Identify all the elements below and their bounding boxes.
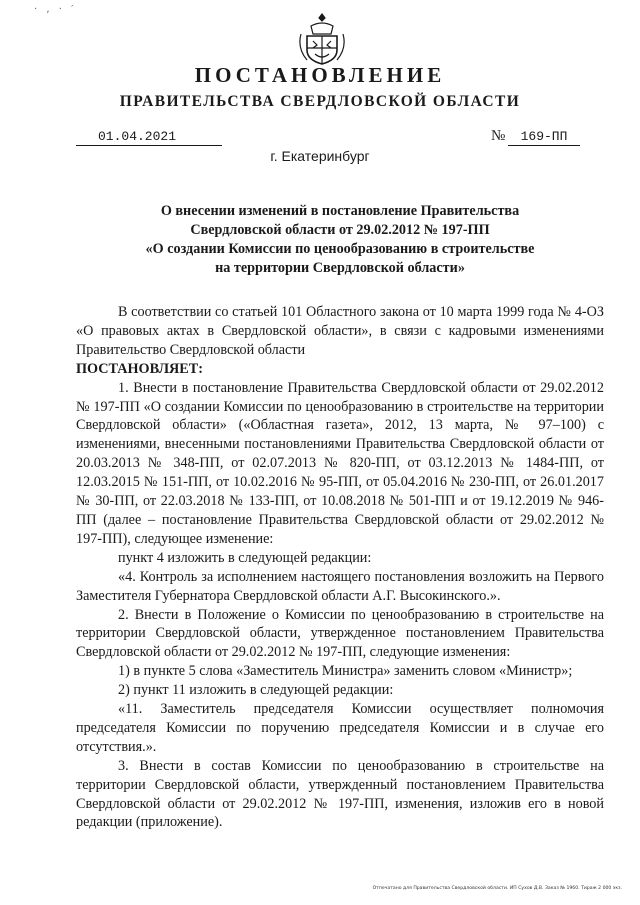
item-2-subparagraph-2: 2) пункт 11 изложить в следующей редакции:: [118, 682, 394, 699]
document-heading: [76, 202, 604, 278]
document-subtitle: ПРАВИТЕЛЬСТВА СВЕРДЛОВСКОЙ ОБЛАСТИ: [119, 93, 521, 110]
heading-line: на территории Свердловской области»: [215, 260, 465, 276]
item-2-quote: «11. Заместитель председателя Комиссии осуществляет полномочия председателя Комиссии по поручению председателя Комиссии и в случае его отсутствия.».: [76, 701, 604, 755]
intro-paragraph: В соответствии со статьей 101 Областного закона от 10 марта 1999 года № 4-ОЗ «О правовых актах в Свердловской области», в связи с кадровыми изменениями Правительство Свердловской области: [76, 304, 604, 358]
item-1-subparagraph: пункт 4 изложить в следующей редакции:: [118, 549, 372, 566]
document-city: г. Екатеринбург: [270, 148, 370, 164]
item-3-paragraph: 3. Внести в состав Комиссии по ценообразованию в строительстве на территории Свердловской области, утвержденный постановлением Правительства Свердловской области от 29.02.2012 № 197-ПП, изменения, изложив его в новой редакции (приложение).: [76, 757, 604, 831]
scan-specks: · , · ′: [34, 4, 77, 15]
number-sign: №: [491, 128, 506, 144]
document-title: ПОСТАНОВЛЕНИЕ: [194, 63, 446, 87]
item-2-subparagraph-1: 1) в пункте 5 слова «Заместитель Министра» заменить словом «Министр»;: [118, 663, 573, 680]
print-note: Отпечатано для Правительства Свердловской области. ИП Сухов Д.В. Заказ № 1960. Тираж 2 000 экз.: [372, 886, 622, 891]
heading-line: О внесении изменений в постановление Правительства: [160, 203, 520, 219]
item-2-paragraph: 2. Внести в Положение о Комиссии по ценообразованию в строительстве на территории Свердловской области, утвержденное постановлением Правительства Свердловской области от 29.02.2012 № 197-ПП, следующие изменения:: [76, 606, 604, 661]
document-body: [76, 303, 604, 832]
item-1-quote: «4. Контроль за исполнением настоящего постановления возложить на Первого Заместителя Губернатора Свердловской области А.Г. Высокинского.».: [76, 568, 604, 604]
coat-of-arms-icon: [297, 12, 347, 68]
resolves-label: ПОСТАНОВЛЯЕТ:: [76, 360, 203, 377]
heading-line: Свердловской области от 29.02.2012 № 197-ПП: [190, 222, 490, 238]
item-1-paragraph: 1. Внести в постановление Правительства Свердловской области от 29.02.2012 № 197-ПП «О создании Комиссии по ценообразованию в строительстве на территории Свердловской области» («Областная газета», 2012, 13 марта, № 97–100) с изменениями, внесенными постановлениями Правительства Свердловской области от 20.03.2013 № 348-ПП, от 02.07.2013 № 820-ПП, от 03.12.2013 № 1484-ПП, от 12.03.2015 № 151-ПП, от 10.02.2016 № 95-ПП, от 05.04.2016 № 230-ПП, от 26.01.2017 № 30-ПП, от 22.03.2018 № 133-ПП, от 10.08.2018 № 501-ПП и от 19.12.2019 № 946-ПП (далее – постановление Правительства Свердловской области от 29.02.2012 № 197-ПП), следующее изменение:: [76, 379, 604, 547]
document-date: 01.04.2021: [76, 128, 222, 146]
document-number: 169-ПП: [508, 128, 580, 146]
heading-line: «О создании Комиссии по ценообразованию в строительстве: [145, 241, 535, 257]
